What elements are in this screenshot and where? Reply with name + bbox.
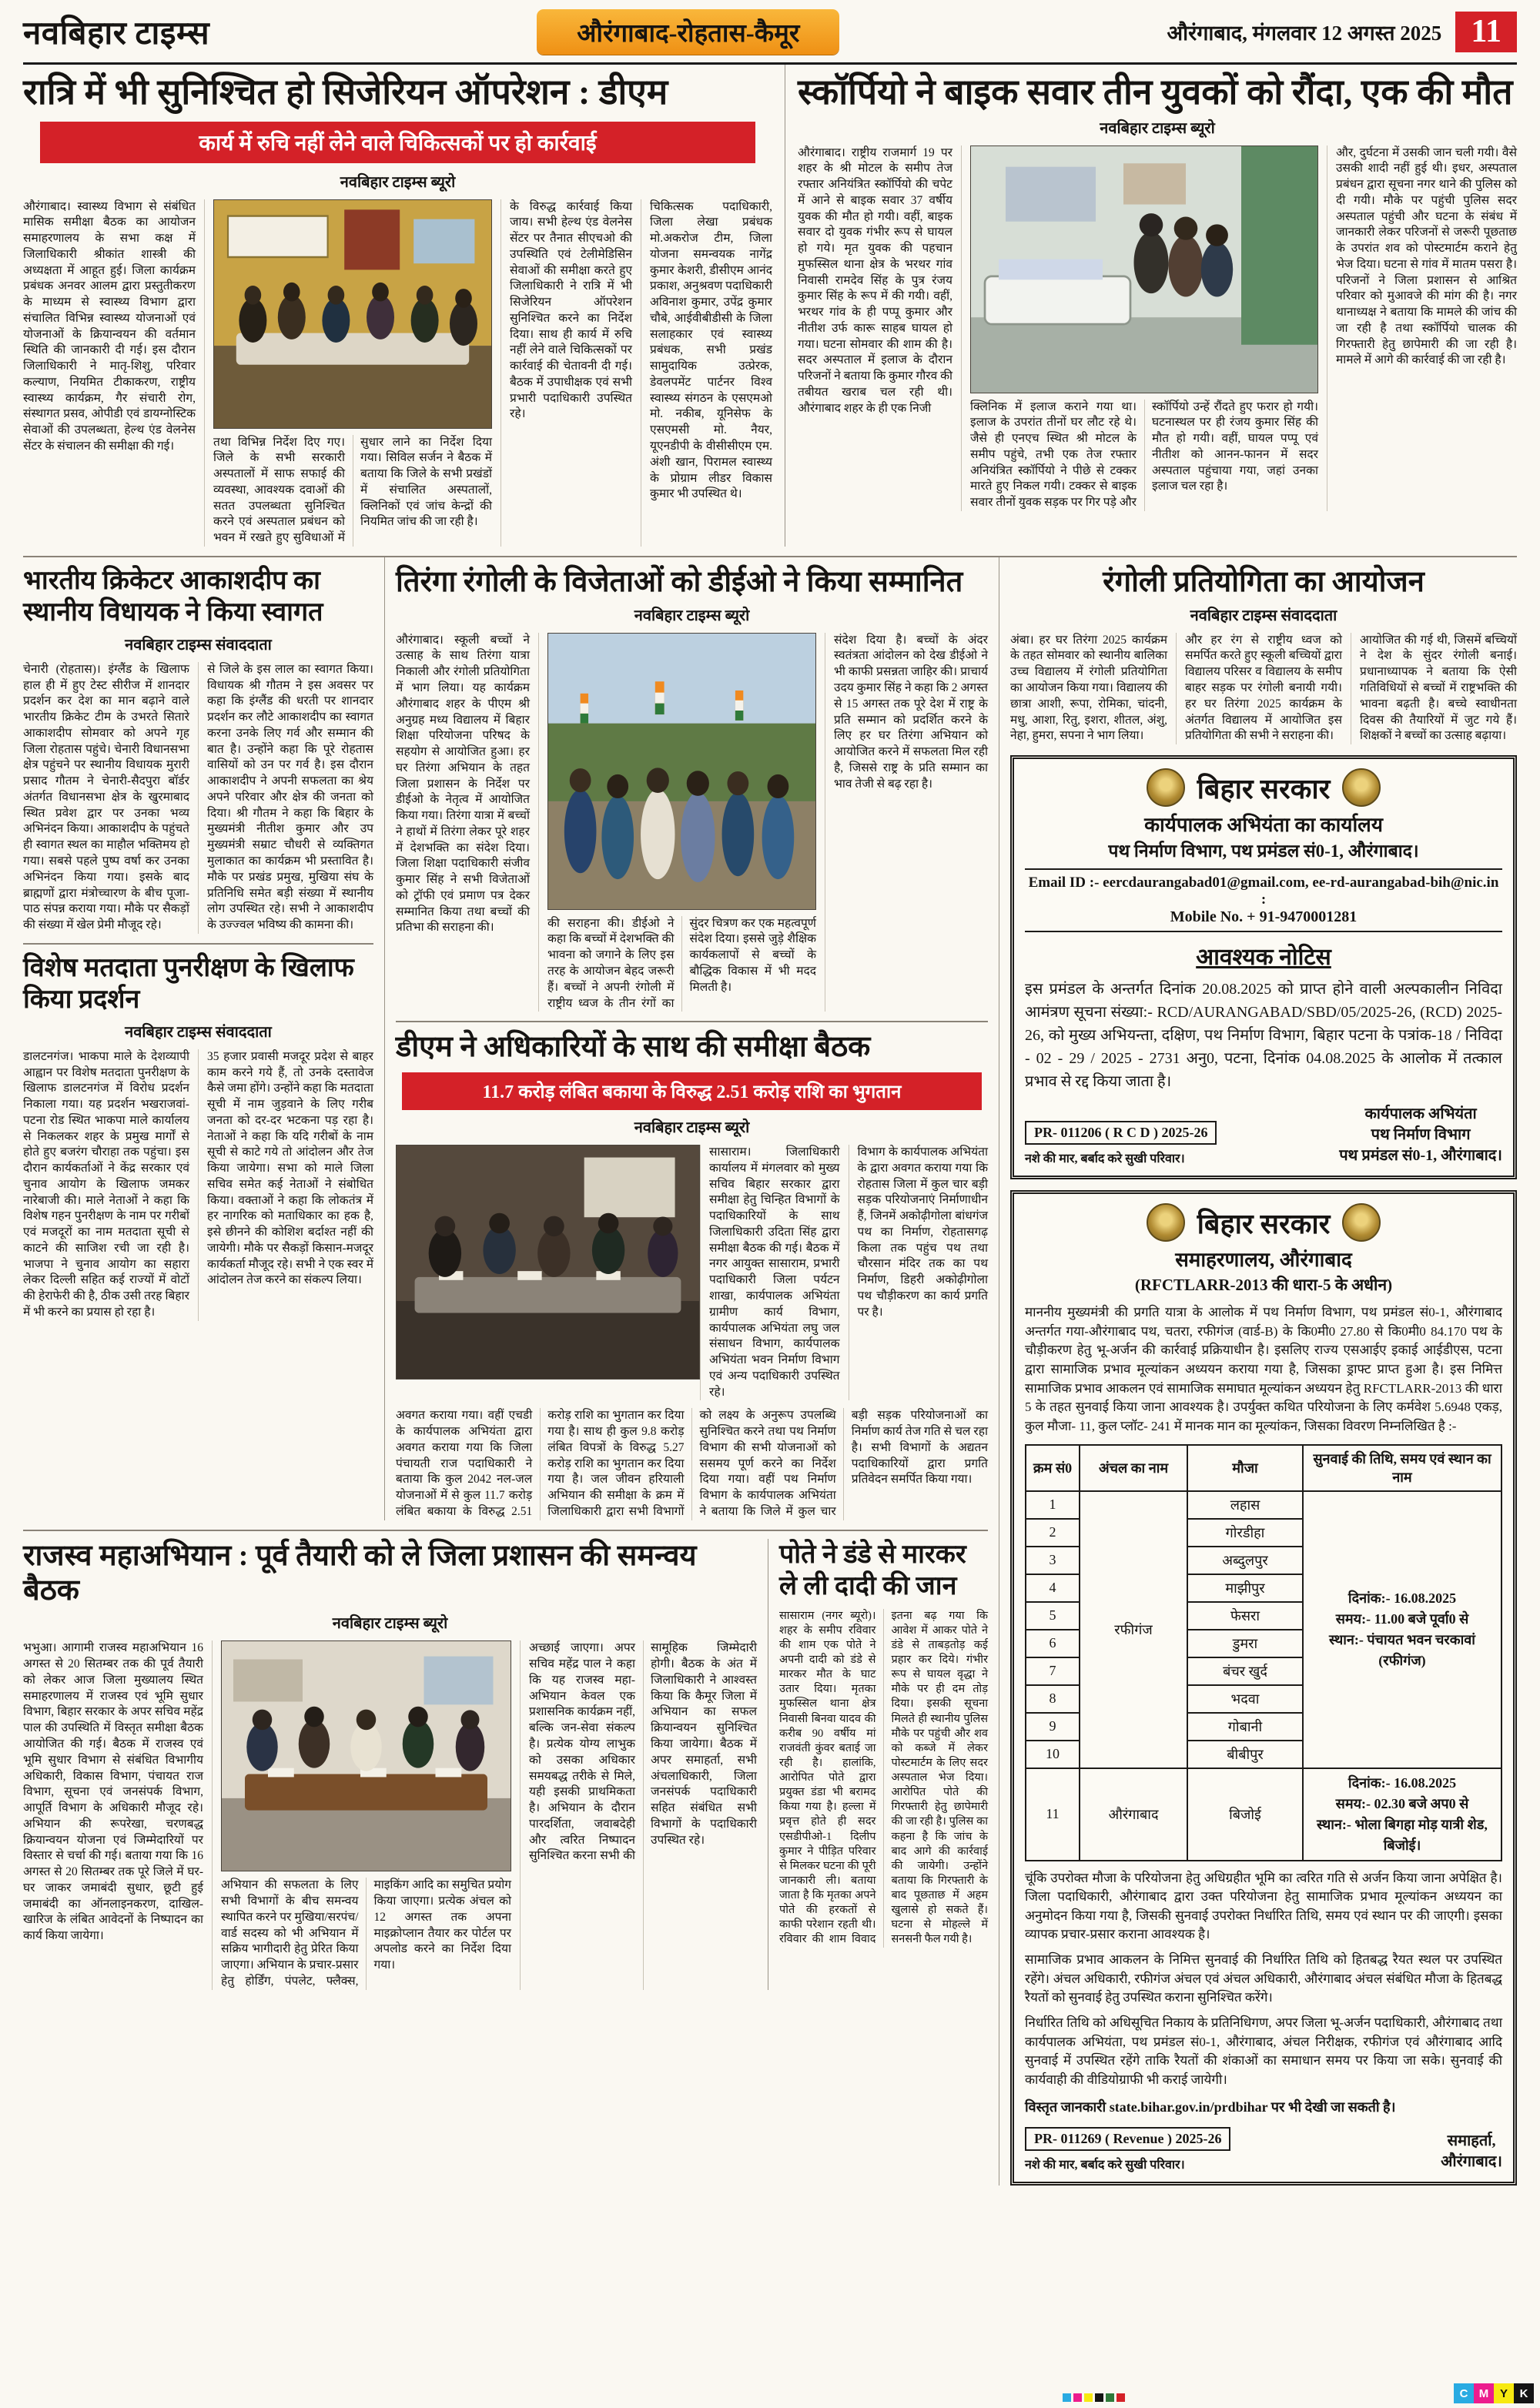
meeting-photo-illustration — [214, 200, 491, 428]
notice-email: Email ID :- eercdaurangabad01@gmail.com, ee-rd-aurangabad-bih@nic.in : — [1025, 868, 1502, 908]
byline: नवबिहार टाइम्स ब्यूरो — [634, 607, 750, 624]
article-body: सासाराम (नगर ब्यूरो)। शहर के समीप रविवार की शाम एक पोते ने अपनी दादी को डंडे से मारकर मौत के घाट उतार दिया। मृतका मुफस्सिल थाना क्षेत्र निवासी बिनवा यादव की करीब 90 वर्षीय मां राजवंती कुंवर बताई जा रही है। हालांकि, आरोपित पोते द्वारा प्रयुक्त डंडा भी बरामद किया गया है। हल्ला में प्रवृत्त होते ही सदर एसडीपीओ-1 दिलीप कुमार ने पीड़ित परिवार से मिलकर घटना की पूरी जानकारी ली। बताया जाता है कि मृतका अपने पोते की हरकतों से काफी परेशान रहती थी। रविवार की शाम विवाद इतना बढ़ गया कि आवेश में आकर पोते ने डंडे से ताबड़तोड़ कई प्रहार कर दिये। गंभीर रूप से घायल वृद्धा ने मौके पर ही दम तोड़ दिया। इसकी सूचना मिलते ही स्थानीय पुलिस मौके पर पहुंची और शव को कब्जे में लेकर पोस्टमार्टम के लिए सदर अस्पताल भेज दिया। आरोपित पोते की गिरफ्तारी हेतु छापेमारी की जा रही है। पुलिस का कहना है कि जांच के बाद आगे की कार्रवाई की जायेगी। उन्होंने बताया कि गिरफ्तारी के बाद पूछताछ में अहम खुलासे हो सकते हैं। घटना से मोहल्ले में सनसनी फैल गयी है। — [779, 1609, 988, 1946]
row-number: 1 — [1026, 1491, 1080, 1519]
notice-footer — [1025, 2127, 1502, 2172]
photo-hospital-ward — [970, 145, 1318, 393]
article-column: अच्छाई जाएगा। अपर सचिव महेंद्र पाल ने कहा कि यह राजस्व महा-अभियान केवल एक प्रशासनिक कार्यक्रम नहीं, बल्कि जन-सेवा संकल्प है। प्रत्येक योग्य लाभुक को उसका अधिकार समयबद्ध तरीके से मिले, यही इसकी प्राथमिकता है। अभियान के दौरान पारदर्शिता, जवाबदेही और त्वरित निष्पादन सुनिश्चित करना सभी की सामूहिक जिम्मेदारी होगी। बैठक के अंत में जिलाधिकारी ने आश्वस्त किया कि कैमूर जिला में अभियान का सफल क्रियान्वयन सुनिश्चित किया जायेगा। बैठक में अपर समाहर्ता, सभी अंचलाधिकारी, जिला जनसंपर्क पदाधिकारी सहित संबंधित सभी विभागों के पदाधिकारी उपस्थित रहे। — [520, 1640, 757, 1989]
registration-marks — [1063, 2393, 1125, 2402]
article-rajaswa-mahaabhiyan — [23, 1539, 768, 1990]
article-photo-cell — [204, 199, 500, 547]
byline: नवबिहार टाइम्स संवाददाता — [1190, 607, 1337, 624]
byline: नवबिहार टाइम्स ब्यूरो — [634, 1119, 750, 1137]
article-dadi-murder — [768, 1539, 988, 1990]
hearing-date: दिनांक:- 16.08.2025 — [1348, 1774, 1457, 1791]
article-column: विभाग के कार्यपालक अभियंता के द्वारा अवगत कराया गया कि रोहतास जिला में कुल चार बड़ी सड़क परियोजनाएं निर्माणाधीन हैं, जिनमें अकोढ़ीगोला बांधगंज पथ का निर्माण, रोहतासगढ़ किला तक पहुंच पथ तथा चौरसान मंदिर तक का पथ निर्माण, डिहरी अकोढ़ीगोला पथ चौड़ीकरण का कार्य प्रगति पर है। — [849, 1145, 989, 1400]
notice-paragraph: सामाजि​क प्रभाव आकलन के निमित्त सुनवाई की निर्धारित तिथि को हितबद्ध रैयत स्थल पर उपस्थित रहेंगे। अंचल अधिकारी, रफीगंज अंचल एवं अंचल अधिकारी, औरंगाबाद अंचल संबंधित मौजा के हितबद्ध रैयतों को सुनवाई हेतु उपस्थित कराना सुनिश्चित करेंगे। — [1025, 1952, 1502, 2005]
byline: नवबिहार टाइम्स ब्यूरो — [340, 173, 456, 191]
headline-cricketer: भारतीय क्रिकेटर आकाशदीप का स्थानीय विधायक ने किया स्वागत — [23, 566, 323, 627]
bihar-emblem-icon — [1342, 1203, 1381, 1242]
date-line: औरंगाबाद, मंगलवार 12 अगस्त 2025 — [1167, 22, 1442, 45]
column-header: सुनवाई की तिथि, समय एवं स्थान का नाम — [1303, 1445, 1502, 1491]
article-columns — [23, 199, 772, 547]
article-photo-cell — [212, 1640, 520, 1989]
anchal-name: रफीगंज — [1080, 1491, 1187, 1768]
mouza-name: अब्दुलपुर — [1187, 1547, 1303, 1574]
bottom-row — [23, 1531, 988, 1990]
row-number: 3 — [1026, 1547, 1080, 1574]
byline: नवबिहार टाइम्स संवाददाता — [125, 1023, 272, 1041]
lower-section — [23, 557, 1517, 2186]
column-header: क्रम सं0 — [1026, 1445, 1080, 1491]
article-columns — [23, 1049, 373, 1321]
notice-collectorate-hearing — [1010, 1190, 1517, 2186]
article-column: और, दुर्घटना में उसकी जान चली गयी। वैसे उसकी शादी नहीं हुई थी। इधर, अस्पताल प्रबंधन द्वारा सूचना नगर थाने की पुलिस को दी गयी। मौके पर पहुंची पुलिस सदर अस्पताल पहुंची और घटना के संबंध में जानकारी लेकर परिजनों से जरूरी पूछताछ के उपरांत शव को पोस्टमार्टम कराने हेतु भेज दिया। घटना से गांव में मातम पसरा है। परिजनों ने जिला प्रशासन से आश्रित परिवार को मुआवजे की मांग की है। नगर थानाध्यक्ष ने बताया कि मामले की जांच की जा रही है तथा स्कॉर्पियो चालक की गिरफ्तारी हेतु छापेमारी की जा रही है। मामले में आगे की कार्रवाई की जा रही है। — [1327, 145, 1517, 511]
anti-drug-slogan: नशे की मार, बर्बाद करे सुखी परिवार। — [1025, 1152, 1185, 1166]
photo-dm-review-meeting — [396, 1145, 700, 1380]
page-number: 11 — [1455, 12, 1517, 52]
black-mark: K — [1514, 2383, 1534, 2403]
article-columns — [396, 633, 988, 1012]
mouza-name: डुमरा — [1187, 1630, 1303, 1657]
middle-wide-column — [385, 557, 988, 1520]
photo-health-review-meeting — [213, 199, 492, 429]
anti-drug-slogan: नशे की मार, बर्बाद करे सुखी परिवार। — [1025, 2158, 1185, 2172]
hearing-date: दिनांक:- 16.08.2025 — [1348, 1590, 1457, 1606]
article-cricketer-welcome — [23, 565, 373, 934]
mouza-name: बीबीपुर — [1187, 1741, 1303, 1768]
row-number: 6 — [1026, 1630, 1080, 1657]
notice-act-reference: (RFCTLARR-2013 की धारा-5 के अधीन) — [1134, 1276, 1393, 1295]
coordination-meeting-photo-illustration — [222, 1641, 511, 1871]
hearing-schedule — [1303, 1768, 1502, 1861]
masthead: नवबिहार टाइम्स — [23, 16, 210, 52]
registration-dot — [1116, 2393, 1125, 2402]
article-column: संदेश दिया है। बच्चों के अंदर स्वतंत्रता आंदोलन को देख डीईओ ने भी काफी प्रसन्नता जाहिर की। प्राचार्य उदय कुमार सिंह ने कहा कि 2 अगस्त से 15 अगस्त तक पूरे देश में राष्ट्र के प्रति सम्मान को प्रदर्शित करने के लिए हर घर तिरंगा अभियान को आयोजित करने में सफलता मिल रही है, जिससे राष्ट्र के प्रति सम्मान का भाव तेजी से बढ़ रहा है। — [825, 633, 988, 1012]
registration-dot — [1084, 2393, 1093, 2402]
notice-rcd-tender-cancellation — [1010, 755, 1517, 1179]
article-columns — [23, 1640, 757, 1989]
article-column: डालटनगंज। भाकपा माले के देशव्यापी आह्वान पर विशेष मतदाता पुनरीक्षण के खिलाफ डालटनगंज में विरोध प्रदर्शन निकाला गया। यह प्रदर्शन भखराजवां-पटना रोड स्थित भाकपा माले कार्यालय से निकलकर शहर के प्रमुख मार्गों से होते हुए बजरंग चौराहा तक पहुंचा। इस दौरान कार्यकर्ताओं ने केंद्र सरकार एवं चुनाव आयोग के खिलाफ जमकर नारेबाजी की। माले नेताओं ने कहा कि विशेष गहन पुनरीक्षण के नाम पर गरीबों एवं मजदूरों का नाम मतदाता सूची से काटने की साजिश रची जा रही है। भाजपा ने चुनाव आयोग का सहारा लेकर दिल्ली सहित कई राज्यों में वोटों की हेराफेरी की है, ठीक उसी तरह बिहार में भी करने का प्रयास हो रहा है। — [23, 1049, 189, 1319]
article-column: औरंगाबाद। स्कूली बच्चों ने उत्साह के साथ तिरंगा यात्रा निकाली और रंगोली प्रतियोगिता में भाग लिया। यह कार्यक्रम औरंगाबाद शहर के पीएम श्री अनुग्रह मध्य विद्यालय में बिहार शिक्षा परियोजना परिषद के सहयोग से आयोजित हुआ। हर घर तिरंगा अभियान के तहत जिला प्रशासन के निर्देश पर डीईओ के नेतृत्व में आयोजित किया गया। तिरंगा यात्रा में बच्चों ने हाथों में तिरंगा लेकर पूरे शहर में देशभक्ति का संदेश दिया। जिला शिक्षा पदाधिकारी संजीव कुमार सिंह ने सभी विजेताओं को ट्रॉफी एवं प्रमाण पत्र देकर सम्मानित किया तथा बच्चों की प्रतिभा की सराहना की। — [396, 633, 530, 935]
photo-tiranga-rally — [547, 633, 816, 910]
article-column: औरंगाबाद। राष्ट्रीय राजमार्ग 19 पर शहर के श्री मोटल के समीप तेज रफ्तार अनियंत्रित स्कॉर्पियो की चपेट में आने से बाइक सवार 37 वर्षीय युवक की मौत हो गयी। वहीं, बाइक सवार दो युवक गंभीर रूप से घायल हो गये। मृत युवक की पहचान मुफस्सिल थाना क्षेत्र के भरथर गांव निवासी रामदेव सिंह के पुत्र रंजय कुमार सिंह के रूप में की गयी। वहीं, भरथर गांव के ही पप्पू कुमार और नीतीश उर्फ कारू साहब घायल हो गया। घटना सोमवार की शाम की है। सदर अस्पताल में इलाज के दौरान परिजनों ने बताया कि कुमार गौरव की तबीयत खराब चल रही थी। औरंगाबाद शहर के ही एक निजी — [798, 145, 952, 415]
article-column: के विरुद्ध कार्रवाई किया जाय। सभी हेल्थ एंड वेलनेस सेंटर पर तैनात सीएचओ की उपस्थिति एवं टेलीमेडिसिन सेवाओं की समीक्षा करते हुए जिलाधिकारी ने रात्रि में भी सिजेरियन ऑपरेशन सुनिश्चित करने का निर्देश दिया। साथ ही कार्य में रुचि नहीं लेने वाले चिकित्सकों पर कार्रवाई की चेतावनी दी गई। बैठक में उपाधीक्षक एवं सभी प्रभारी पदाधिकारी उपस्थित रहे। — [500, 199, 641, 547]
row-number: 11 — [1026, 1768, 1080, 1861]
left-narrow-column — [23, 557, 385, 1520]
notice-website-line: विस्तृत जानकारी state.bihar.gov.in/prdbihar पर भी देखी जा सकती है। — [1025, 2099, 1396, 2115]
row-number: 10 — [1026, 1741, 1080, 1768]
article-column: और हर रंग से राष्ट्रीय ध्वज को समर्पित करते हुए स्कूली बच्चियों द्वारा विद्यालय परिसर व विद्यालय के समीप बाहर सड़क पर रंगोली बनायी गयी। हर घर तिरंगा 2025 कार्यक्रम के अंतर्गत विद्यालय में आयोजित इस प्रतियोगिता की सभी ने सराहना की। — [1176, 633, 1351, 744]
notice-government-title: बिहार सरकार — [1197, 773, 1331, 804]
article-column: सासाराम। जिलाधिकारी कार्यालय में मंगलवार को मुख्य सचिव बिहार सरकार द्वारा समीक्षा हेतु चिन्हित विभागों के पदाधिकारियों के साथ जिलाधिकारी उदिता सिंह द्वारा समीक्षा बैठक की गई। बैठक में नगर आयुक्त सासाराम, प्रभारी पदाधिकारी जिला पर्यटन शाखा, कार्यपालक अभियंता ग्रामीण कार्य विभाग, कार्यपालक अभियंता लघु जल संसाधन विभाग, कार्यपालक अभियंता भवन निर्माण विभाग एवं अन्य पदाधिकारी उपस्थित रहे। — [700, 1145, 849, 1400]
notice-pr-block — [1025, 1121, 1217, 1166]
article-rangoli-amba — [1010, 557, 1517, 744]
article-cesarean-operation — [23, 65, 785, 547]
mouza-name: फेसरा — [1187, 1602, 1303, 1630]
mouza-name: भदवा — [1187, 1685, 1303, 1713]
notice-pr-block — [1025, 2127, 1230, 2172]
signature-line: समाहर्ता, — [1447, 2132, 1496, 2149]
notice-department: पथ निर्माण विभाग, पथ प्रमंडल सं0-1, औरंगाबाद। — [1108, 841, 1419, 861]
pr-number: PR- 011269 ( Revenue ) 2025-26 — [1025, 2127, 1230, 2151]
notice-header — [1025, 768, 1502, 807]
row-number: 5 — [1026, 1602, 1080, 1630]
signature-line: पथ निर्माण विभाग — [1371, 1126, 1471, 1144]
subhead-band-cesarean: कार्य में रुचि नहीं लेने वाले चिकित्सकों पर हो कार्रवाई — [40, 122, 755, 163]
article-divider — [396, 1021, 988, 1022]
row-number: 2 — [1026, 1519, 1080, 1547]
registration-dot — [1063, 2393, 1071, 2402]
notice-body: इस प्रमंडल के अन्तर्गत दिनांक 20.08.2025 को प्राप्त होने वाली अल्पकालीन निविदा आमंत्रण सूचना संख्या:- RCD/AURANGABAD/SBD/05/2025-26, (RCD) 2025-26, को मुख्य अभियन्ता, दक्षिण, पथ निर्माण विभाग, बिहार पटना के पत्रांक-18 / निविदा - 02 - 29 / 2025 - 2731 अनु0, पटना, दिनांक 04.08.2025 के आलोक में तत्काल प्रभाव से रद्द किया जाता है। — [1025, 981, 1502, 1091]
notice-signature — [1441, 2131, 1502, 2172]
article-column: आयोजित की गई थी, जिसमें बच्चियों ने देश के सुंदर रंगोली बनाई। प्रधानाध्यापक ने बताया कि ऐसी गतिविधियों से बच्चों में राष्ट्रभक्ति की भावना बढ़ती है। बच्चे स्वाधीनता दिवस की तैयारियों में जुट गये हैं। शिक्षकों ने बच्चों का उत्साह बढ़ाया। — [1351, 633, 1517, 744]
headline-voter-protest: विशेष मतदाता पुनरीक्षण के खिलाफ किया प्रदर्शन — [23, 953, 354, 1015]
notice-office: कार्यपालक अभियंता का कार्यालय — [1144, 814, 1383, 837]
article-column: की सराहना की। डीईओ ने कहा कि बच्चों में देशभक्ति की भावना को जगाने के लिए इस तरह के आयोजन बेहद जरूरी हैं। बच्चों ने अपनी रंगोली में राष्ट्रीय ध्वज के तीन रंगों का सुंदर चित्रण कर एक महत्वपूर्ण संदेश दिया। इससे जुड़े शैक्षिक कार्यकलापों से बच्चों के बौद्धिक विकास में भी मदद मिलती है। — [547, 916, 816, 1010]
mouza-name: बिजोई — [1187, 1768, 1303, 1861]
row-number: 8 — [1026, 1685, 1080, 1713]
article-column: अभियान की सफलता के लिए सभी विभागों के बीच समन्वय स्थापित करने पर मुखिया/सरपंच/वार्ड सदस्य को भी अभियान में सक्रिय भागीदारी हेतु प्रेरित किया जाएगा। अभियान के प्रचार-प्रसार हेतु होर्डिंग, पंपलेट, फ्लैक्स, माइकिंग आदि का समुचित प्रयोग किया जाएगा। प्रत्येक अंचल को 12 अगस्त तक अपना माइक्रोप्लान तैयार कर पोर्टल पर अपलोड करने का निर्देश दिया गया। — [221, 1878, 511, 1988]
row-number: 4 — [1026, 1574, 1080, 1602]
article-scorpio-accident — [785, 65, 1517, 547]
headline-rangoli-amba: रंगोली प्रतियोगिता का आयोजन — [1103, 565, 1424, 598]
row-number: 9 — [1026, 1713, 1080, 1741]
article-tiranga-rangoli — [396, 565, 988, 1012]
hearing-place: स्थान:- भोला बिगहा मोड़ यात्री शेड, बिजोई। — [1317, 1816, 1488, 1853]
dm-meeting-photo-illustration — [397, 1145, 699, 1379]
hearing-time: समय:- 11.00 बजे पूर्वा0 से — [1335, 1610, 1469, 1627]
top-row — [23, 65, 1517, 557]
bihar-emblem-icon — [1147, 1203, 1185, 1242]
middle-row — [23, 557, 988, 1531]
article-divider — [23, 943, 373, 945]
headline-tiranga-rangoli: तिरंगा रंगोली के विजेताओं को डीईओ ने किया सम्मानित — [396, 565, 963, 598]
notice-intro: माननीय मुख्यमंत्री की प्रगति यात्रा के आलोक में पथ निर्माण विभाग, पथ प्रमंडल सं0-1, औरंगाबाद अन्तर्गत गया-औरंगाबाद पथ, चतरा, रफीगंज (वार्ड-B) के कि0मी0 27.80 से कि0मी0 84.170 पथ के चौड़ीकरण हेतु भू-अर्जन की कार्रवाई प्रक्रियाधीन है। इसलिए राज्य एसआईए इकाई आईडीएस, पटना द्वारा सामाजिक प्रभाव मूल्यांकन अध्ययन कराया गया है, जिसका ड्राफ्ट प्राप्त हुआ है। इस निमित्त सामाजिक प्रभाव आकलन एवं सामाजिक समाघात मूल्यांकन अध्ययन हेतु RFCTLARR-2013 की धारा 5 के तहत सुनवाई किया जाना आवश्यक है। उपर्युक्त कथित परियोजना के लिए कर्मवेश 5.6948 एकड़, कुल मौजा- 11, कुल प्लॉट- 241 में मानक मान का मूल्यांकन, जिसका विवरण निम्नलिखित है :- — [1025, 1305, 1502, 1433]
cmyk-print-marks — [1454, 2383, 1534, 2403]
right-column — [999, 557, 1517, 2186]
notice-paragraph: चूंकि उपरोक्त मौजा के परियोजना हेतु अधिग्रहीत भूमि का त्वरित गति से अर्जन किया जाना अपेक्षित है। जिला पदाधिकारी, औरंगाबाद द्वारा उक्त परियोजना हेतु सामाजिक प्रभाव मूल्यांकन अध्ययन का अनुमोदन किया गया है, जिसकी सुनवाई उपरोक्त निर्धारित तिथि, समय एवं स्थान पर की जाएगी। इसका व्यापक प्रचार-प्रसार कराना आवश्यक है। — [1025, 1870, 1502, 1942]
article-column: चेनारी (रोहतास)। इंग्लैंड के खिलाफ हाल ही में हुए टेस्ट सीरीज में शानदार प्रदर्शन कर देश का मान बढ़ाने वाले भारतीय क्रिकेट टीम के उभरते सितारे आकाशदीप सोमवार को अपने गृह जिला रोहतास पहुंचे। चेनारी विधानसभा क्षेत्र पहुंचने पर स्थानीय विधायक मुरारी प्रसाद गौतम ने चेनारी-सैदपुरा बॉर्डर अंतर्गत विधानसभा क्षेत्र के खुरमाबाद स्थित प्रवेश द्वार पर उनका भव्य अभिनंदन किया। आकाशदीप के पहुंचते ही स्वागत स्थल का माहौल भक्तिमय हो गया। सबसे पहले पुष्प वर्षा कर उनका अभिनंदन किया गया। इसके बाद ब्राह्मणों द्वारा मंत्रोच्चारण के बीच पूजा-पाठ संपन्न कराया गया। मौके पर सैकड़ों की संख्या में खेल प्रेमी मौजूद रहे। — [23, 662, 189, 932]
column-header: मौजा — [1187, 1445, 1303, 1491]
mouza-name: लहास — [1187, 1491, 1303, 1519]
byline: नवबिहार टाइम्स ब्यूरो — [1100, 119, 1215, 137]
photo-coordination-meeting — [221, 1640, 511, 1871]
headline-dadi: पोते ने डंडे से मारकर ले ली दादी की जान — [779, 1540, 966, 1601]
article-photo-cell — [961, 145, 1327, 511]
article-photo-cell — [538, 633, 825, 1012]
notice-header — [1025, 1203, 1502, 1242]
article-column: तथा विभिन्न निर्देश दिए गए। जिले के सभी सरकारी अस्पतालों में साफ सफाई की व्यवस्था, आवश्यक दवाओं की सतत उपलब्धता सुनिश्चित करने एवं अस्पताल प्रबंधन को भवन में रखते हुए सुविधाओं में सुधार लाने का निर्देश दिया गया। सिविल सर्जन ने बैठक में बताया कि जिले के सभी प्रखंडों में संचालित अस्पतालों, क्लिनिकों एवं जांच केन्द्रों की नियमित जांच की जा रही है। — [213, 435, 492, 545]
article-column: 35 हजार प्रवासी मजदूर प्रदेश से बाहर काम करने गये हैं, तो उनके दस्तावेज कैसे जमा होंगे। उन्होंने कहा कि मतदाता सूची में नाम जुड़वाने के लिए गरीब जनता को दर-दर भटकना पड़ रहा है। नेताओं ने कहा कि यदि गरीबों के नाम सूची से काटे गये तो आंदोलन और तेज किया जायेगा। सभा को माले जिला सचिव समेत कई नेताओं ने संबोधित किया। वक्ताओं ने कहा कि लोकतंत्र में हर नागरिक को मताधिकार का हक है, इसे छीनने की कोशिश बर्दाश्त नहीं की जायेगी। मौके पर सैकड़ों किसान-मजदूर कार्यकर्ता मौजूद रहे। सभी ने एक स्वर में आंदोलन तेज करने का संकल्प लिया। — [198, 1049, 373, 1321]
notice-paragraph: निर्धारित तिथि को अधिसूचित निकाय के प्रतिनिधिगण, अपर जिला भू-अर्जन पदाधिकारी, औरंगाबाद तथा कार्यपालक अभियंता, पथ प्रमंडल सं0-1, औरंगाबाद, अंचल निरीक्षक, रफीगंज एवं औरंगाबाद आदि सुनवाई में उपस्थित रहेंगे ताकि रैयतों की शंकाओं का समाधान समय पर किया जा सके। सुनवाई की कार्यवाही की वीडियोग्राफी भी कराई जायेगी। — [1025, 2015, 1502, 2087]
notice-mobile: Mobile No. + 91-9470001281 — [1025, 908, 1502, 932]
table-header-row — [1026, 1445, 1502, 1491]
registration-dot — [1073, 2393, 1082, 2402]
byline: नवबिहार टाइम्स संवाददाता — [125, 636, 272, 654]
pr-number: PR- 011206 ( R C D ) 2025-26 — [1025, 1121, 1217, 1145]
anchal-name: औरंगाबाद — [1080, 1768, 1187, 1861]
headline-rajaswa: राजस्व महाअभियान : पूर्व तैयारी को ले जिला प्रशासन की समन्वय बैठक — [23, 1539, 697, 1607]
table-row — [1026, 1768, 1502, 1861]
signature-line: पथ प्रमंडल सं0-1, औरंगाबाद। — [1339, 1147, 1502, 1165]
bihar-emblem-icon — [1342, 768, 1381, 807]
subhead-band-dm-review: 11.7 करोड़ लंबित बकाया के विरुद्ध 2.51 करोड़ राशि का भुगतान — [402, 1072, 982, 1110]
hearing-time: समय:- 02.30 बजे अप0 से — [1335, 1795, 1469, 1811]
notice-office: समाहरणालय, औरंगाबाद — [1175, 1249, 1352, 1272]
notice-signature — [1339, 1104, 1502, 1166]
cyan-mark: C — [1454, 2383, 1474, 2403]
mouza-name: गोरडीहा — [1187, 1519, 1303, 1547]
byline: नवबिहार टाइम्स ब्यूरो — [332, 1615, 448, 1633]
region-band: औरंगाबाद-रोहतास-कैमूर — [537, 9, 839, 55]
article-voter-protest — [23, 952, 373, 1321]
yellow-mark: Y — [1494, 2383, 1514, 2403]
article-bottom-columns: अवगत कराया गया। वहीं एचडी के कार्यपालक अभियंता द्वारा अवगत कराया गया कि जिला पंचायती राज पदाधिकारी ने बताया कि कुल 2042 नल-जल योजनाओं में से कुल 11.7 करोड़ लंबित बकाया के विरुद्ध 2.51 करोड़ राशि का भुगतान कर दिया गया है। साथ ही कुल 9.8 करोड़ लंबित विपत्रों के विरुद्ध 5.27 करोड़ राशि का भुगतान कर दिया गया है। जल जीवन हरियाली अभियान की समीक्षा के क्रम में जिलाधिकारी द्वारा सभी विभागों को लक्ष्य के अनुरूप उपलब्धि सुनिश्चित करने तथा पथ निर्माण विभाग की सभी योजनाओं को ससमय पूर्ण करने का निर्देश दिया गया। वहीं पथ निर्माण विभाग के कार्यपालक अभियंता ने बताया कि जिले में कुल चार बड़ी सड़क परियोजनाओं का निर्माण कार्य तेज गति से चल रहा है। सभी विभागों के अद्यतन पदाधिकारियों द्वारा प्रगति प्रतिवेदन समर्पित किया गया। — [396, 1409, 988, 1518]
magenta-mark: M — [1474, 2383, 1494, 2403]
hearing-schedule — [1303, 1491, 1502, 1768]
article-columns — [23, 662, 373, 934]
registration-dot — [1095, 2393, 1103, 2402]
headline-dm-review: डीएम ने अधिकारियों के साथ की समीक्षा बैठक — [396, 1031, 871, 1064]
article-column: अंबा। हर घर तिरंगा 2025 कार्यक्रम के तहत सोमवार को स्थानीय बालिका उच्च विद्यालय में रंगोली प्रतियोगिता का आयोजन किया गया। विद्यालय की छात्रा आशी, रूपा, रोमिका, चांदनी, मधु, आशा, रितु, इशरा, शीतल, अंशु, नेहा, हुमरा, सपना ने भाग लिया। — [1010, 633, 1167, 743]
signature-line: कार्यपालक अभियंता — [1364, 1105, 1477, 1123]
notice-title: आवश्यक नोटिस — [1196, 945, 1331, 971]
registration-dot — [1106, 2393, 1114, 2402]
mouza-name: माझीपुर — [1187, 1574, 1303, 1602]
row-number: 7 — [1026, 1657, 1080, 1685]
article-column: चिकित्सक पदाधिकारी, जिला लेखा प्रबंधक मो.अकरोज टीम, जिला योजना समन्वयक नागेंद्र कुमार केशरी, डीसीएम आनंद प्रकाश, अनुश्रवण पदाधिकारी अविनाश कुमार, उपेंद्र कुमार चौबे, आईवीबीडीसी के जिला सलाहकार एवं स्वास्थ्य प्रबंधक, सभी प्रखंड सामुदायिक उत्प्रेरक, डेवलपमेंट पार्टनर विश्व स्वास्थ्य संगठन के एसएमओ मो. नकीब, यूनिसेफ के एसएमसी मो. नैयर, यूएनडीपी के वीसीसीएम एम. अंशी खान, पिरामल स्वास्थ्य के प्रोग्राम लीडर विकास कुमार भी उपस्थित थे। — [641, 199, 772, 547]
mouza-name: गोबानी — [1187, 1713, 1303, 1741]
page-header — [23, 6, 1517, 65]
article-column: क्लिनिक में इलाज कराने गया था। इलाज के उपरांत तीनों घर लौट रहे थे। जैसे ही एनएच स्थित श्री मोटल के समीप पहुंचे, तभी एक तेज रफ्तार अनियंत्रित स्कॉर्पियो ने पीछे से टक्कर मारते हुए निकल गयी। टक्कर से बाइक सवार तीनों युवक सड़क पर गिर पड़े और स्कॉर्पियो उन्हें रौंदते हुए फरार हो गयी। घटनास्थल पर ही रंजय कुमार सिंह की मौत हो गयी। वहीं, घायल पप्पू एवं नीतीश को आनन-फानन में सदर अस्पताल पहुंचाया गया, जहां उनका इलाज चल रहा है। — [970, 400, 1318, 510]
notice-government-title: बिहार सरकार — [1197, 1208, 1331, 1239]
notice-footer — [1025, 1104, 1502, 1166]
hearing-place: स्थान:- पंचायत भवन चरकावां (रफीगंज) — [1329, 1631, 1475, 1668]
headline-cesarean: रात्रि में भी सुनिश्चित हो सिजेरियन ऑपरेशन : डीएम — [23, 72, 668, 112]
article-columns — [396, 1145, 988, 1400]
article-column: औरंगाबाद। स्वास्थ्य विभाग से संबंधित मासिक समीक्षा बैठक का आयोजन समाहरणालय के सभा कक्ष में जिलाधिकारी श्रीकांत शास्त्री की अध्यक्षता में आहूत हुई। जिला कार्यक्रम प्रबंधक अनवर आलम द्वारा प्रस्तुतीकरण के माध्यम से स्वास्थ्य विभाग द्वारा संचालित विभिन्न स्वास्थ्य योजनाओं एवं योजनाओं के क्रियान्वयन की वर्तमान स्थिति की जानकारी दी गई। इस दौरान जिलाधिकारी ने मातृ-शिशु, परिवार कल्याण, नियमित टीकाकरण, राष्ट्रीय स्वास्थ्य कार्यक्रम, गैर संचारी रोग, संस्थागत प्रसव, ओपीडी एवं डायग्नोस्टिक सेवाओं की उपलब्धता, हेल्थ एंड वेलनेस सेंटर के संचालन की समीक्षा की गई। — [23, 199, 196, 453]
signature-line: औरंगाबाद। — [1441, 2152, 1502, 2170]
article-dm-review-meeting — [396, 1030, 988, 1520]
tiranga-photo-illustration — [548, 634, 815, 909]
table-row — [1026, 1491, 1502, 1519]
column-header: अंचल का नाम — [1080, 1445, 1187, 1491]
headline-scorpio: स्कॉर्पियो ने बाइक सवार तीन युवकों को रौंदा, एक की मौत — [798, 72, 1513, 112]
bihar-emblem-icon — [1147, 768, 1185, 807]
left-main-section — [23, 557, 999, 2186]
article-columns — [1010, 633, 1517, 744]
hearing-schedule-table — [1025, 1444, 1502, 1861]
article-column: से जिले के इस लाल का स्वागत किया। विधायक श्री गौतम ने इस अवसर पर कहा कि इंग्लैंड की धरती पर शानदार प्रदर्शन कर लौटे आकाशदीप का स्वागत करना उनके लिए गर्व और सम्मान की बात है। उन्होंने कहा कि पूरे रोहतास वासियों को उन पर गर्व है। इस दौरान आकाशदीप ने अपनी सफलता का श्रेय अपने परिवार और क्षेत्र की जनता को दिया। श्री गौतम ने कहा कि बिहार के मुख्यमंत्री नीतीश कुमार और उप मुख्यमंत्री सम्राट चौधरी से व्यक्तिगत मुलाकात का कार्यक्रम भी प्रस्तावित है। मौके पर प्रखंड प्रमुख, मुखिया संघ के प्रतिनिधि समेत बड़ी संख्या में स्थानीय लोग उपस्थित रहे। सभी ने आकाशदीप के उज्ज्वल भविष्य की कामना की। — [198, 662, 373, 934]
hospital-photo-illustration — [971, 146, 1317, 393]
mouza-name: बंचर खुर्द — [1187, 1657, 1303, 1685]
article-column: भभुआ। आगामी राजस्व महाअभियान 16 अगस्त से 20 सितम्बर तक की पूर्व तैयारी को लेकर आज जिला मुख्यालय स्थित समाहरणालय में राजस्व एवं भूमि सुधार विभाग, बिहार सरकार के अपर सचिव महेंद्र पाल की उपस्थिति में विस्तृत समीक्षा बैठक आयोजित की गई। बैठक में राजस्व एवं भूमि सुधार विभाग से संबंधित विभागीय अधिकारी, विकास विभाग, पंचायत राज विभाग, सूचना एवं जनसंपर्क विभाग, आपूर्ति विभाग के अधिकारी मौजूद रहे। अभियान की रूपरेखा, चरणबद्ध क्रियान्वयन योजना एवं जिम्मेदारियों पर विस्तार से चर्चा की गई। बताया गया कि 16 अगस्त से 20 सितम्बर तक पूरे जिले में घर-घर जाकर जमाबंदी सुधार, छूटी हुई जमाबंदी का ऑनलाइनकरण, दाखिल-खारिज के लंबित आवेदनों के निष्पादन का कार्य किया जायेगा। — [23, 1641, 203, 1943]
article-photo-cell — [396, 1145, 700, 1400]
article-columns — [798, 145, 1517, 511]
